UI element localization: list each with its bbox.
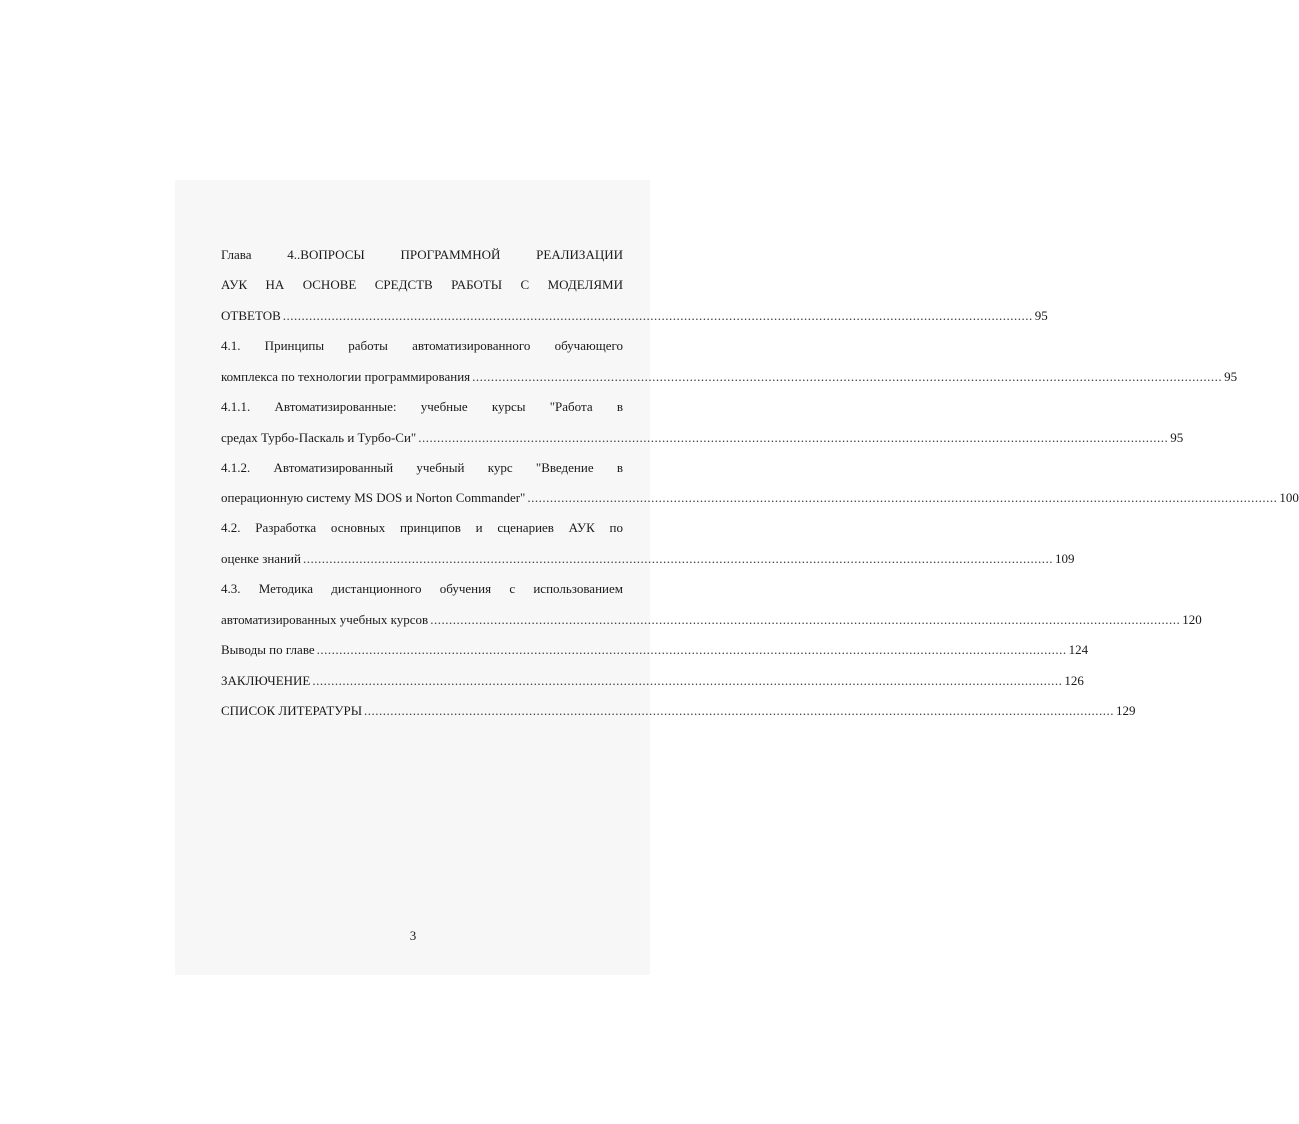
scanned-page-area [175, 180, 650, 975]
toc-section-4-1-line-1: 4.1. Принципы работы автоматизированного обучающего [221, 338, 623, 353]
toc-chapter-4-line-2: АУК НА ОСНОВЕ СРЕДСТВ РАБОТЫ С МОДЕЛЯМИ [221, 277, 623, 292]
toc-entry-title: комплекса по технологии программирования [221, 369, 471, 384]
toc-section-4-3-line-1: 4.3. Методика дистанционного обучения с использованием [221, 581, 623, 596]
toc-entry-title: Выводы по главе [221, 642, 315, 657]
toc-leader-dots: ........................................................................................................................................................................................................ [364, 703, 1115, 718]
toc-section-4-1-2-line-1: 4.1.2. Автоматизированный учебный курс "Введение в [221, 460, 623, 475]
toc-page-number: 95 [1224, 369, 1238, 384]
toc-leader-dots: ........................................................................................................................................................................................................ [527, 490, 1278, 505]
page-number: 3 [409, 928, 417, 943]
toc-page-number: 95 [1034, 308, 1048, 323]
toc-chapter-4-line-1: Глава 4..ВОПРОСЫ ПРОГРАММНОЙ РЕАЛИЗАЦИИ [221, 247, 623, 262]
toc-entry-title: автоматизированных учебных курсов [221, 612, 429, 627]
toc-leader-dots: ........................................................................................................................................................................................................ [302, 551, 1053, 566]
toc-page-number: 120 [1182, 612, 1202, 627]
toc-entry-section-4-1-2[interactable] [221, 489, 1299, 507]
toc-entry-chapter-4[interactable] [221, 307, 1048, 325]
toc-leader-dots: ........................................................................................................................................................................................................ [472, 369, 1223, 384]
toc-entry-title: оценке знаний [221, 551, 301, 566]
toc-page-number: 129 [1116, 703, 1136, 718]
toc-leader-dots: ........................................................................................................................................................................................................ [282, 308, 1033, 323]
toc-leader-dots: ........................................................................................................................................................................................................ [316, 642, 1067, 657]
toc-entry-title: ЗАКЛЮЧЕНИЕ [221, 673, 311, 688]
toc-entry-title: ОТВЕТОВ [221, 308, 281, 323]
toc-entry-conclusion[interactable] [221, 672, 1084, 690]
toc-entry-section-4-3[interactable] [221, 611, 1202, 629]
toc-leader-dots: ........................................................................................................................................................................................................ [312, 673, 1063, 688]
toc-leader-dots: ........................................................................................................................................................................................................ [418, 430, 1169, 445]
toc-entry-title: СПИСОК ЛИТЕРАТУРЫ [221, 703, 363, 718]
toc-entry-section-4-2[interactable] [221, 550, 1075, 568]
toc-entry-section-4-1-1[interactable] [221, 429, 1184, 447]
toc-entry-references[interactable] [221, 702, 1136, 720]
toc-section-4-1-1-line-1: 4.1.1. Автоматизированные: учебные курсы "Работа в [221, 399, 623, 414]
toc-page-number: 124 [1068, 642, 1089, 657]
toc-entry-title: средах Турбо-Паскаль и Турбо-Си" [221, 430, 417, 445]
toc-entry-title: операционную систему MS DOS и Norton Commander" [221, 490, 526, 505]
toc-page-number: 109 [1054, 551, 1075, 566]
toc-entry-section-4-1[interactable] [221, 368, 1238, 386]
toc-page-number: 100 [1279, 490, 1299, 505]
toc-section-4-2-line-1: 4.2. Разработка основных принципов и сценариев АУК по [221, 520, 623, 535]
toc-page-number: 126 [1064, 673, 1084, 688]
toc-entry-chapter-conclusions[interactable] [221, 641, 1089, 659]
toc-leader-dots: ........................................................................................................................................................................................................ [430, 612, 1181, 627]
toc-page-number: 95 [1170, 430, 1184, 445]
